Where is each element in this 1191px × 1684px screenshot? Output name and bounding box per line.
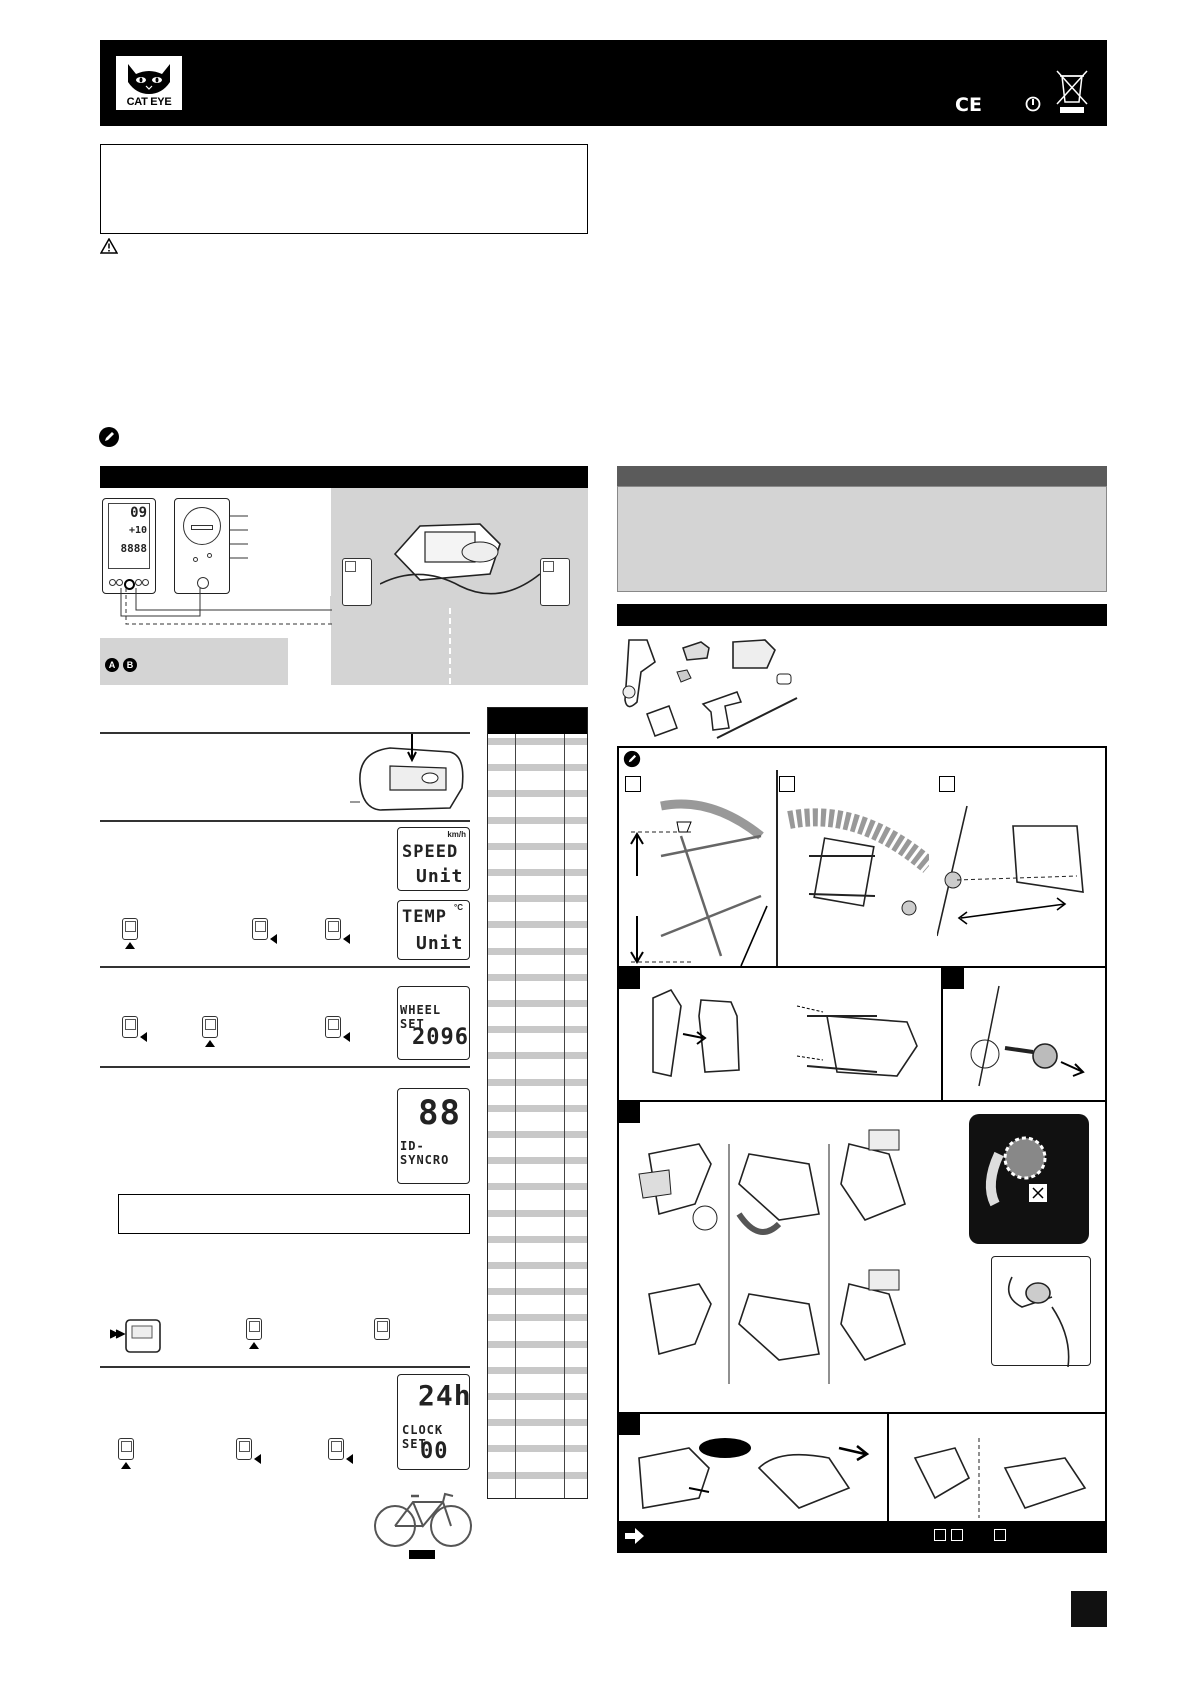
strap-detail-inset <box>991 1256 1091 1366</box>
right-gray-panel <box>617 486 1107 592</box>
table-row <box>488 817 587 824</box>
device-icon-4 <box>122 1016 138 1038</box>
table-row <box>488 948 587 955</box>
table-row <box>488 1079 587 1086</box>
magnet-attach-diagram <box>949 976 1099 1096</box>
table-row <box>488 1314 587 1321</box>
computer-remove-diagram <box>895 1428 1095 1528</box>
sensor-attach-diagram <box>647 976 937 1096</box>
table-row <box>488 974 587 981</box>
table-row <box>488 1105 587 1112</box>
package-contents-diagram <box>617 632 817 742</box>
option-box-1 <box>625 776 641 792</box>
table-row <box>488 1393 587 1400</box>
table-row <box>488 764 587 771</box>
ce-mark-icon: CE <box>955 94 982 116</box>
lcd-speed-unit: km/h SPEED Unit <box>397 827 470 891</box>
table-row <box>488 843 587 850</box>
option-box-3 <box>939 776 955 792</box>
warning-box <box>100 144 588 234</box>
device-icon-5 <box>202 1016 218 1038</box>
bicycle-illustration <box>373 1484 473 1560</box>
lcd-temp-unit: °C TEMP Unit <box>397 900 470 960</box>
table-row <box>488 1236 587 1243</box>
dial-tighten-inset <box>969 1114 1089 1244</box>
table-row <box>488 1052 587 1059</box>
table-row <box>488 1472 587 1479</box>
lcd-id-synchro: 88 ID-SYNCRO <box>397 1088 470 1184</box>
right-gray-bar <box>617 466 1107 486</box>
table-row <box>488 790 587 797</box>
speed-sensor-icon <box>110 1316 166 1358</box>
table-header <box>488 708 587 734</box>
install-instructions-frame <box>617 746 1107 1553</box>
lcd-clock-set: 24h CLOCK SET 00 <box>397 1374 470 1470</box>
next-step-bar <box>619 1521 1105 1551</box>
table-row <box>488 921 587 928</box>
mount-install-diagram <box>380 514 540 604</box>
magnet-gap-diagram <box>937 796 1107 966</box>
sensor-spoke-diagram <box>779 796 929 966</box>
step-marker-c <box>619 1102 640 1123</box>
table-row <box>488 1445 587 1452</box>
device-icon-9 <box>118 1438 134 1460</box>
page-number-badge <box>1071 1591 1107 1627</box>
warning-icon <box>100 238 118 254</box>
device-icon-11 <box>328 1438 344 1460</box>
lcd-wheel-set: WHEEL SET 2096 <box>397 986 470 1060</box>
table-row <box>488 1026 587 1033</box>
device-icon-1 <box>122 918 138 940</box>
power-icon <box>1025 96 1041 112</box>
badge-b: B <box>123 658 137 672</box>
table-row <box>488 1157 587 1164</box>
badge-a: A <box>105 658 119 672</box>
table-row <box>488 738 587 745</box>
option-box-2 <box>779 776 795 792</box>
frame-mount-diagram <box>621 796 771 966</box>
table-row <box>488 1210 587 1217</box>
bracket-install-diagram <box>629 1124 949 1400</box>
device-icon-7 <box>246 1318 262 1340</box>
cateye-logo <box>116 56 182 110</box>
device-icon-2 <box>252 918 268 940</box>
table-row <box>488 1367 587 1374</box>
device-icon-3 <box>325 918 341 940</box>
step-marker-a <box>619 968 640 989</box>
brand-name: CAT EYE <box>126 96 172 108</box>
table-row <box>488 1288 587 1295</box>
section-bar-contents <box>617 604 1107 626</box>
table-row <box>488 869 587 876</box>
table-row <box>488 1183 587 1190</box>
computer-attach-diagram <box>629 1428 879 1528</box>
table-row <box>488 895 587 902</box>
table-row <box>488 1000 587 1007</box>
id-note-box <box>118 1194 470 1234</box>
section-bar-parts <box>100 466 588 488</box>
table-row <box>488 1262 587 1269</box>
note-icon <box>623 750 641 768</box>
note-icon <box>98 426 120 448</box>
table-row <box>488 1419 587 1426</box>
sensor-button-diagram <box>350 732 470 822</box>
table-row <box>488 1131 587 1138</box>
arrow-right-icon <box>623 1526 645 1546</box>
reference-table <box>487 707 588 1499</box>
parts-diagram <box>100 488 588 688</box>
device-icon-6 <box>325 1016 341 1038</box>
table-row <box>488 1341 587 1348</box>
device-icon-10 <box>236 1438 252 1460</box>
device-icon-8 <box>374 1318 390 1340</box>
computer-front-diagram: 09 +10 8888 <box>102 498 156 594</box>
weee-bin-icon <box>1054 68 1090 114</box>
